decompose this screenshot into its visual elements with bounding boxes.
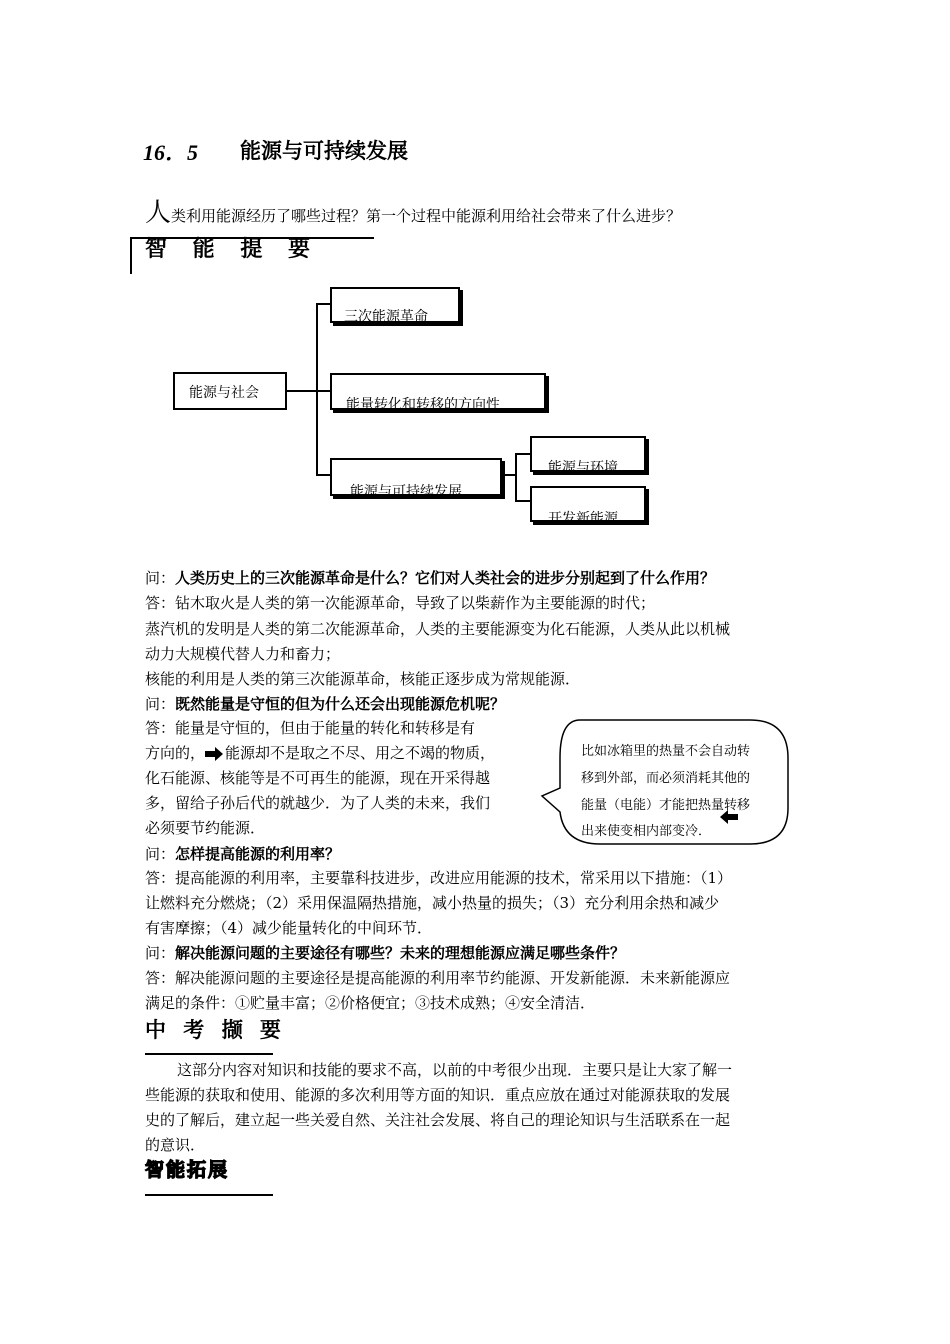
question-text: 怎样提高能源的利用率？ — [175, 845, 341, 863]
connector — [515, 453, 517, 501]
answer-line: 让燃料充分燃烧；（2）采用保温隔热措施，减小热量的损失；（3）充分利用余热和减少 — [145, 894, 720, 912]
summary-line: 这部分内容对知识和技能的要求不高，以前的中考很少出现．主要只是让大家了解一 — [177, 1061, 733, 1079]
arrow-right-icon — [205, 741, 225, 765]
answer-line: 答：解决能源问题的主要途径是提高能源的利用率节约能源、开发新能源．未来新能源应 — [145, 969, 731, 987]
question-label: 问： — [145, 695, 176, 713]
page-title: 能源与可持续发展 — [240, 139, 408, 163]
connector — [515, 453, 530, 455]
diagram-branch-2-label: 能量转化和转移的方向性 — [346, 397, 500, 413]
connector — [316, 390, 330, 392]
answer-text: 方向的， — [145, 744, 206, 762]
key-points-rule-vertical — [130, 237, 132, 274]
connector — [515, 500, 530, 502]
answer-line: 化石能源、核能等是不可再生的能源，现在开采得越 — [145, 769, 491, 787]
diagram-branch-1 — [330, 287, 460, 323]
summary-line: 的意识． — [145, 1136, 206, 1154]
key-points-heading: 智 能 提 要 — [145, 237, 319, 262]
diagram-sub-1-label: 能源与环境 — [548, 460, 618, 476]
diagram-branch-1-label: 三次能源革命 — [344, 309, 428, 325]
connector — [316, 474, 330, 476]
answer-line: 必须要节约能源． — [145, 819, 266, 837]
connector — [316, 303, 330, 305]
callout-text: 比如冰箱里的热量不会自动转 — [581, 744, 751, 759]
callout-text: 出来使变相内部变冷． — [581, 824, 712, 839]
diagram-branch-2 — [330, 373, 546, 413]
diagram-branch-3-label: 能源与可持续发展 — [350, 484, 462, 500]
summary-line: 些能源的获取和使用、能源的多次利用等方面的知识．重点应放在通过对能源获取的发展 — [145, 1086, 731, 1104]
answer-line: 满足的条件：①贮量丰富；②价格便宜；③技术成熟；④安全清洁． — [145, 994, 596, 1012]
answer-line: 有害摩擦；（4）减少能量转化的中间环节． — [145, 919, 433, 937]
diagram-sub-1 — [530, 436, 646, 476]
answer-line: 多，留给子孙后代的就越少．为了人类的未来，我们 — [145, 794, 491, 812]
exam-summary-heading: 中 考 撷 要 — [145, 1018, 286, 1042]
answer-line: 核能的利用是人类的第三次能源革命，核能正逐步成为常规能源． — [145, 670, 581, 688]
extension-rule — [145, 1194, 273, 1196]
question-label: 问： — [145, 569, 176, 587]
answer-line: 答：能量是守恒的，但由于能量的转化和转移是有 — [145, 719, 476, 737]
question-text: 人类历史上的三次能源革命是什么？它们对人类社会的进步分别起到了什么作用？ — [175, 569, 716, 587]
answer-line: 答：提高能源的利用率，主要靠科技进步，改进应用能源的技术，常采用以下措施：（1） — [145, 869, 733, 887]
answer-text: 能源却不是取之不尽、用之不竭的物质， — [225, 744, 496, 762]
diagram-branch-3 — [330, 458, 502, 500]
question-1 — [145, 566, 715, 590]
question-text: 既然能量是守恒的但为什么还会出现能源危机呢？ — [175, 695, 506, 713]
question-4 — [145, 941, 625, 965]
diagram-sub-2 — [530, 486, 646, 527]
section-number: 16．5 — [143, 140, 199, 165]
diagram-root-label: 能源与社会 — [189, 385, 259, 401]
question-2 — [145, 692, 505, 716]
intro-question — [145, 192, 681, 229]
intro-text: 类利用能源经历了哪些过程？第一个过程中能源利用给社会带来了什么进步？ — [171, 207, 682, 225]
answer-line — [145, 741, 495, 765]
connector — [287, 390, 317, 392]
question-3 — [145, 842, 340, 866]
summary-line: 史的了解后，建立起一些关爱自然、关注社会发展、将自己的理论知识与生活联系在一起 — [145, 1111, 731, 1129]
intro-first-char: 人 — [145, 198, 172, 228]
diagram-root — [173, 372, 287, 410]
answer-line: 动力大规模代替人力和畜力； — [145, 645, 341, 663]
callout-text: 能量（电能）才能把热量转移 — [581, 798, 751, 813]
question-label: 问： — [145, 944, 176, 962]
question-text: 解决能源问题的主要途径有哪些？未来的理想能源应满足哪些条件？ — [175, 944, 626, 962]
question-label: 问： — [145, 845, 176, 863]
arrow-left-icon — [720, 809, 738, 828]
extension-heading: 智能拓展 — [145, 1159, 230, 1181]
connector — [502, 474, 516, 476]
answer-line: 蒸汽机的发明是人类的第二次能源革命，人类的主要能源变为化石能源，人类从此以机械 — [145, 620, 731, 638]
callout-text: 移到外部，而必须消耗其他的 — [581, 771, 751, 786]
answer-line: 答：钻木取火是人类的第一次能源革命，导致了以柴薪作为主要能源的时代； — [145, 594, 656, 612]
exam-summary-rule — [145, 1053, 273, 1055]
diagram-sub-2-label: 开发新能源 — [548, 511, 618, 527]
connector — [316, 303, 318, 475]
